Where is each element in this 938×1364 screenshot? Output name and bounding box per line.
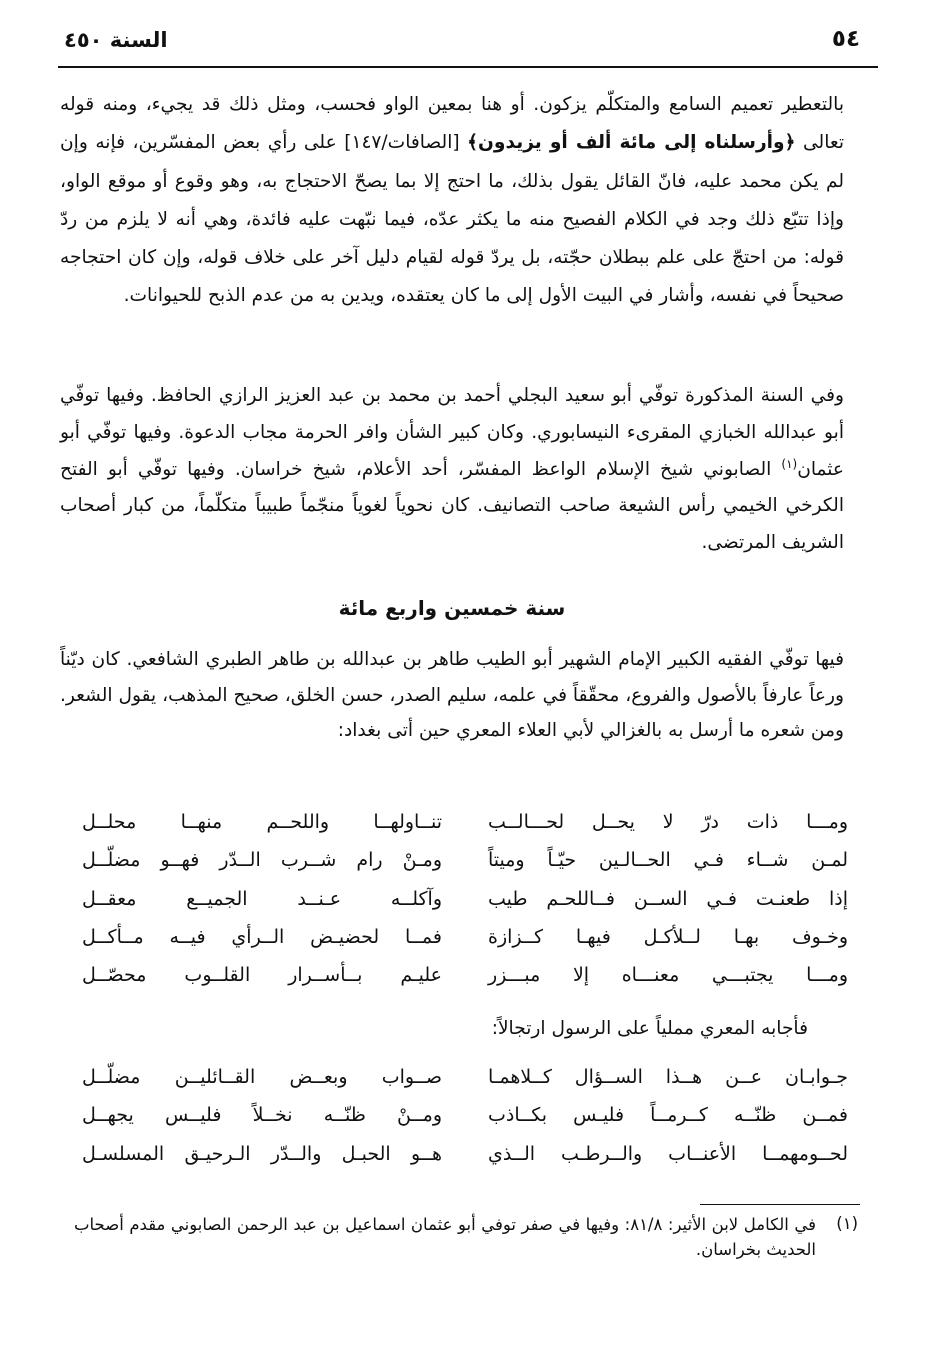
- poem-verse: [70, 1137, 848, 1175]
- poem-ghazali: [70, 805, 848, 996]
- paragraph-3: فيها توفّي الفقيه الكبير الإمام الشهير أبو الطيب طاهر بن عبدالله بن طاهر الطبري الشافعي. كان ديّناً ورعاً عارفاً بالأصول والفروع، محقّقاً في علمه، سليم الصدر، حسن الخلق، صحيح المذهب، يقول الشعر. ومن شعره ما أرسل به بالغزالي لأبي العلاء المعري حين أتى بغداد:: [60, 649, 844, 741]
- poem-verse: [70, 920, 848, 958]
- poem-verse: [70, 1098, 848, 1136]
- paragraph-2-text-b: الصابوني شيخ الإسلام الواعظ المفسّر، أحد الأعلام، شيخ خراسان. وفيها توفّي أبو الفتح الكرخي الخيمي رأس الشيعة صاحب التصانيف. كان نحوياً لغوياً منجّماً طبيباً متكلّماً، من كبار أصحاب الشريف المرتضى.: [60, 458, 844, 554]
- poem-verse: [70, 843, 848, 881]
- poem-verse: [70, 958, 848, 996]
- paragraph-1-text-a: بالتعطير تعميم السامع والمتكلّم يزكون. أو هنا بمعين الواو فحسب، ومثل ذلك قد يجيء، ومنه قوله تعالى: [60, 94, 845, 154]
- verse-second-hemistich: عليـم بــأســرار القلــوب محصّــل: [82, 964, 442, 987]
- poem-verse: [70, 1060, 848, 1098]
- paragraph-1-text-b: [الصافات/١٤٧] على رأي بعض المفسّرين، فإنه وإن لم يكن محمد عليه، فانّ القائل يقول بذلك، ما احتج إلا بما يصحّ الاحتجاج به، وهو وقوع أو موقع الواو، وإذا تتبّع ذلك وجد في الكلام الفصيح منه ما يكثر عدّه، فيما نبّهت عليه فائدة، وهي أنه لا يلزم من ردّ قوله: من احتجّ على علم ببطلان حجّته، بل يردّ قوله لقيام دليل آخر على خلاف قوله، وإن كان احتجاجه صحيحاً في نفسه، وأشار في البيت الأول إلى ما كان يعتقده، ويدين به من عدم الذبح للحيوانات.: [60, 132, 844, 307]
- quran-quote: ﴿وأرسلناه إلى مائة ألف أو يزيدون﴾: [467, 132, 796, 154]
- verse-first-hemistich: وخـوف بهـا لــلأكـل فيهـا كــزازة: [488, 925, 848, 948]
- section-heading: سنة خمسين واربع مائة: [338, 596, 566, 620]
- verse-first-hemistich: لحــومهمــا الأعنــاب والــرطـب الــذي: [488, 1142, 848, 1165]
- poem-maarri: [70, 1060, 848, 1175]
- footnote-rule: [700, 1204, 860, 1205]
- paragraph-1: [60, 86, 844, 316]
- footnote-text: في الكامل لابن الأثير: ٨١/٨: وفيها في صفر توفي أبو عثمان اسماعيل بن عبد الرحمن الصابوني مقدم أصحاب الحديث بخراسان.: [74, 1215, 816, 1259]
- running-title: السنة ٤٥٠: [64, 28, 168, 52]
- reply-intro: فأجابه المعري مملياً على الرسول ارتجالاً:: [491, 1018, 808, 1039]
- footnote-number: (١): [836, 1214, 858, 1233]
- verse-second-hemistich: فمــا لحضيـض الــرأي فيــه مــأكــل: [82, 925, 442, 948]
- poem-verse: [70, 882, 848, 920]
- verse-second-hemistich: ومــنْ ظنّــه نخــلاً فليــس يجهــل: [82, 1104, 442, 1127]
- verse-first-hemistich: جـوابـان عــن هــذا الســؤال كــلاهمـا: [488, 1066, 848, 1088]
- verse-first-hemistich: إذا طعنـت فـي الســن فــاللحـم طيب: [488, 887, 848, 910]
- verse-second-hemistich: هــو الحبـل والــدّر الـرحيـق المسلسـل: [82, 1142, 442, 1165]
- verse-first-hemistich: ومـــا ذات درّ لا يحــل لحـــالــب: [488, 811, 848, 833]
- verse-first-hemistich: لمـن شــاء فـي الحــالـين حيّـاً وميتاً: [488, 849, 848, 872]
- verse-first-hemistich: فمــن ظنّــه كــرمــاً فليـس بكــاذب: [488, 1104, 848, 1127]
- page-number: ٥٤: [831, 26, 860, 52]
- verse-first-hemistich: ومـــا يجتبـــي معنـــاه إلا مبـــزر: [488, 964, 848, 987]
- verse-second-hemistich: تنــاولهــا واللحــم منهــا محلــل: [82, 811, 442, 833]
- paragraph-2: [60, 378, 844, 562]
- verse-second-hemistich: ومـنْ رام شــرب الــدّر فهــو مضلّــل: [82, 849, 442, 872]
- header-rule: [58, 66, 878, 68]
- footnote-reference: (١): [781, 456, 798, 471]
- paragraph-2-text-a: وفي السنة المذكورة توفّي أبو سعيد البجلي أحمد بن محمد بن عبد العزيز الرازي الحافظ. وفيها توفّي أبو عبدالله الخبازي المقرىء النيسابوري. وكان كبير الشأن وافر الحرمة مجاب الدعوة. وفيها توفّي أبو عثمان: [60, 385, 844, 480]
- verse-second-hemistich: وآكلــه عـنــد الجميــع معقــل: [82, 887, 442, 910]
- verse-second-hemistich: صــواب وبعــض القــائليــن مضلّــل: [82, 1066, 442, 1088]
- poem-verse: [70, 805, 848, 843]
